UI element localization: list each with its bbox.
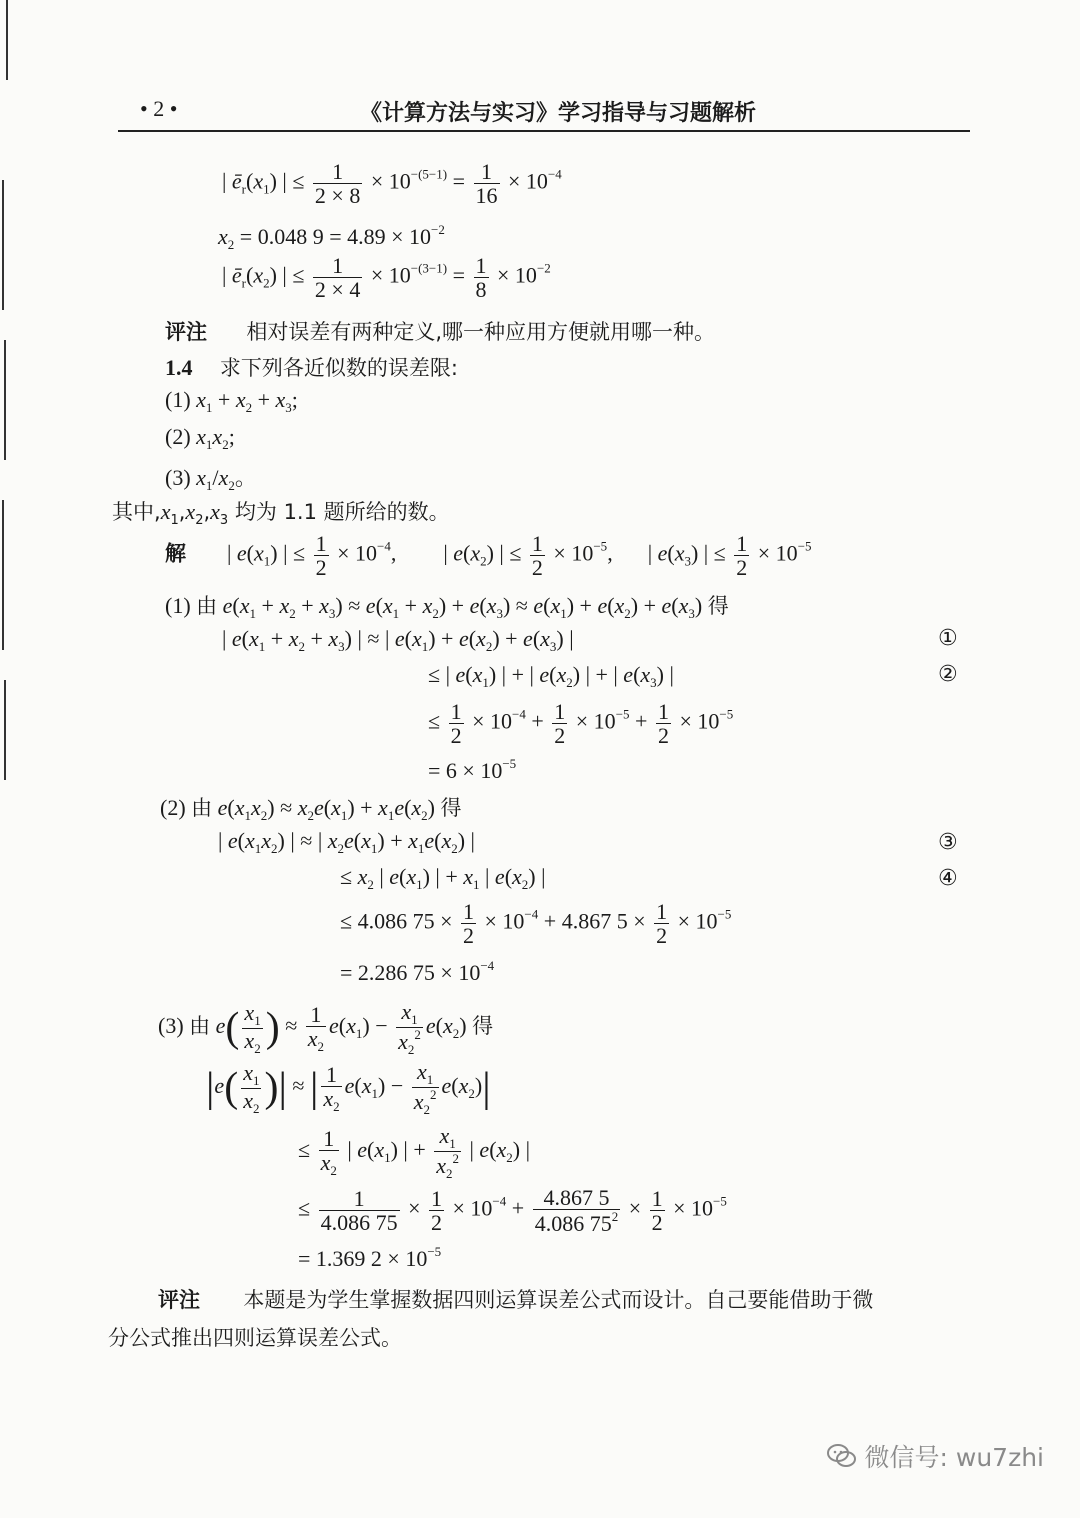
eq-x2-value: $x_2 = 0.048$ $9 = 4.89 \times 10^{-2}$ — [218, 222, 445, 252]
item-number: (1) — [165, 387, 191, 412]
part1-intro: (1) 由 $e(x_1 + x_2 + x_3) \approx e(x_1 + x_2) + e(x_3) \approx e(x_1) + e(x_2) + e(x_3)$ 得 — [165, 593, 729, 621]
solution-label: 解 — [165, 541, 186, 566]
problem-statement — [165, 352, 458, 382]
by-text: 由 — [196, 594, 218, 618]
scan-edge-line — [4, 680, 6, 780]
part1-result: = $6 \times 10^{-5}$ — [428, 756, 517, 783]
comment-label: 评注 — [158, 1288, 200, 1312]
comment-2-line-1 — [158, 1284, 873, 1314]
equation-marker-1: ① — [938, 626, 958, 651]
part2-line3: ≤ 4.086 75 × $\frac{1}{2}$ × $10^{-4} + 4.867$ 5 × $\frac{1}{2}$ × $10^{-5}$ — [340, 899, 732, 949]
get-text: 得 — [707, 594, 729, 618]
part3-intro: (3) 由 e( $\frac{x_1}{x_2}$ ) ≈ $\frac{1}{x_2}$ $e(x_1)$ − $\frac{x_1}{x_2^2}$ $e(x_2)$ 得 — [158, 999, 494, 1057]
part3-line3: ≤ $\frac{1}{4.086 75}$ × $\frac{1}{2}$ × $10^{-4}$ + $\frac{4.867 5}{4.086 75^2}$ × $\frac{1}{2}$ × $10^{-5}$ — [298, 1185, 727, 1237]
part2-intro: (2) 由 $e(x_1x_2) \approx x_2e(x_1) + x_1e(x_2)$ 得 — [160, 795, 462, 823]
part3-result: = 1.369 $2 \times 10^{-5}$ — [298, 1244, 442, 1271]
by-text: 由 — [191, 796, 213, 820]
x2-approx: 4.086 75 — [357, 908, 435, 934]
get-text: 得 — [440, 796, 462, 820]
x2-decimal: 0.048 9 — [257, 224, 324, 249]
problem-item-3: (3) $x_1/x_2$。 — [165, 465, 257, 493]
x2-scientific: 4.89 — [347, 224, 386, 249]
scan-edge-line — [2, 180, 4, 310]
part-number: (3) — [158, 1013, 184, 1039]
equation-marker-2: ② — [938, 662, 958, 687]
x1-approx: 4.867 5 — [561, 908, 628, 934]
scan-edge-line — [6, 0, 8, 80]
part-number: (1) — [165, 593, 191, 618]
problem-item-2: (2) $x_1x_2$; — [165, 424, 235, 452]
x2-approx: 4.086 75 — [320, 1210, 398, 1236]
result-value: 6 — [445, 758, 457, 783]
eq-er-x2: | $ē_r(x_2)$ | ≤ $\frac{1}{2 \times 4}$ × $10^{-(3-1)}$ = $\frac{1}{8}$ × $10^{-2}$ — [222, 253, 551, 303]
item-number: (3) — [165, 465, 191, 490]
problem-text: 求下列各近似数的误差限: — [219, 356, 458, 380]
wechat-icon — [827, 1443, 857, 1469]
scan-edge-line — [2, 500, 4, 650]
page-number: • 2 • — [140, 96, 178, 121]
equation-marker-3: ③ — [938, 830, 958, 855]
item-number: (2) — [165, 424, 191, 449]
part3-line2: ≤ $\frac{1}{x_2}$ | $e(x_1)$ | + $\frac{x_1}{x_2^2}$ | $e(x_2)$ | — [298, 1123, 531, 1181]
scan-edge-line — [4, 340, 6, 460]
comment-text: 本题是为学生掌握数据四则运算误差公式而设计。自己要能借助于微 — [243, 1288, 874, 1312]
problem-item-1: (1) $x_1 + x_2 + x_3$; — [165, 387, 298, 415]
comment-1 — [165, 316, 715, 346]
part2-line1: | $e(x_1x_2)$ | ≈ | $x_2e(x_1) + x_1e(x_2)$ | — [218, 828, 475, 856]
part3-line1: |e( $\frac{x_1}{x_2}$ )| ≈ | $\frac{1}{x_2}$ $e(x_1)$ − $\frac{x_1}{x_2^2}$ $e(x_2)|$ — [206, 1059, 491, 1117]
result-value: 1.369 2 — [315, 1246, 382, 1271]
x2-approx: 4.086 75 — [534, 1211, 612, 1237]
part-number: (2) — [160, 795, 186, 820]
by-text: 由 — [189, 1014, 211, 1039]
part1-line2: ≤ | $e(x_1)$ | + | $e(x_2)$ | + | $e(x_3)$ | — [428, 662, 674, 690]
comment-text: 相对误差有两种定义,哪一种应用方便就用哪一种。 — [246, 320, 716, 344]
problem-number: 1.4 — [165, 355, 193, 380]
part1-line3: ≤ $\frac{1}{2}$ × $10^{-4}$ + $\frac{1}{2}$ × $10^{-5}$ + $\frac{1}{2}$ × $10^{-5}$ — [428, 699, 734, 749]
part2-line2: ≤ $x_2$ | $e(x_1)$ | + $x_1$ | $e(x_2)$ | — [340, 864, 546, 892]
wechat-id: 微信号: wu7zhi — [864, 1443, 1044, 1472]
where-text: 其中, — [112, 500, 161, 524]
where-text: 均为 1.1 题所给的数。 — [234, 500, 450, 524]
equation-marker-4: ④ — [938, 866, 958, 891]
part2-result: = 2.286 $75 \times 10^{-4}$ — [340, 958, 495, 985]
x1-approx: 4.867 5 — [543, 1185, 610, 1210]
header-rule — [118, 130, 970, 132]
wechat-watermark — [827, 1438, 1044, 1474]
eq-er-x1: | $ē_r(x_1)$ | ≤ $\frac{1}{2 \times 8}$ × $10^{-(5-1)}$ = $\frac{1}{16}$ × $10^{-4}$ — [222, 159, 562, 209]
part1-line1: | $e(x_1 + x_2 + x_3)$ | ≈ | $e(x_1) + e(x_2) + e(x_3)$ | — [222, 626, 574, 654]
solution-given: 解 | $e(x_1)$ | ≤ $\frac{1}{2}$ × $10^{-4}$, | $e(x_2)$ | ≤ $\frac{1}{2}$ × $10^{-5}$, | $e(x_3)$ | ≤ $\frac{1}{2}$ × $10^{-5}$ — [165, 531, 812, 581]
running-title: 《计算方法与实习》学习指导与习题解析 — [360, 101, 757, 126]
problem-where: 其中$,x_1,x_2,x_3$ 均为 1.1 题所给的数。 — [112, 499, 450, 528]
comment-2-line-2: 分公式推出四则运算误差公式。 — [108, 1326, 402, 1350]
result-value: 2.286 75 — [357, 960, 435, 985]
comment-label: 评注 — [165, 320, 207, 344]
get-text: 得 — [472, 1014, 494, 1039]
